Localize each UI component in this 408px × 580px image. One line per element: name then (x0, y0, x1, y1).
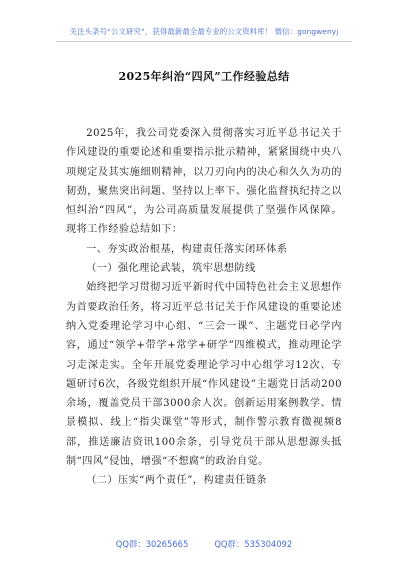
intro-paragraph: 2025年，我公司党委深入贯彻落实习近平总书记关于作风建设的重要论述和重要指示批示精神，紧紧围绕中央八项规定及其实施细则精神，以刀刃向内的决心和久久为功的韧劲，聚焦突出问题、坚持以上率下、强化监督执纪持之以恒纠治“四风”，为公司高质量发展提供了坚强作风保障。现将工作经验总结如下： (66, 128, 342, 236)
document-body (66, 124, 342, 491)
header-banner: 关注头条号“公文研究”，获得最新最全最专业的公文资料库！ 微信：gongwenyj (69, 27, 339, 36)
subsection-heading-1: （一）强化理论武装，筑牢思想防线 (86, 263, 256, 275)
document-title: 2025年纠治“四风”工作经验总结 (118, 70, 290, 83)
footer-contact (0, 538, 408, 550)
subsection-body-1: 始终把学习贯彻习近平新时代中国特色社会主义思想作为首要政治任务，将习近平总书记关于作风建设的重要论述纳入党委理论学习中心组、“三会一课”、主题党日必学内容，通过“领学+带学+常学+研学”四维模式，推动理论学习走深走实。全年开展党委理论学习中心组学习12次、专题研讨6次，各级党组织开展“作风建设”主题党日活动200余场，覆盖党员干部3000余人次。创新运用案例教学、情景模拟、线上“指尖课堂”等形式，制作警示教育微视频8部，推送廉洁资讯100余条，引导党员干部从思想源头抵制“四风”侵蚀，增强“不想腐”的政治自觉。 (66, 282, 342, 468)
footer-qq-group-1: QQ群：30265665 (115, 539, 189, 549)
section-heading-1: 一、夯实政治根基，构建责任落实闭环体系 (86, 243, 288, 255)
subsection-heading-2: （二）压实“两个责任”，构建责任链条 (86, 475, 268, 487)
footer-qq-group-2: QQ群：535304092 (214, 539, 293, 549)
header-divider (56, 41, 352, 42)
